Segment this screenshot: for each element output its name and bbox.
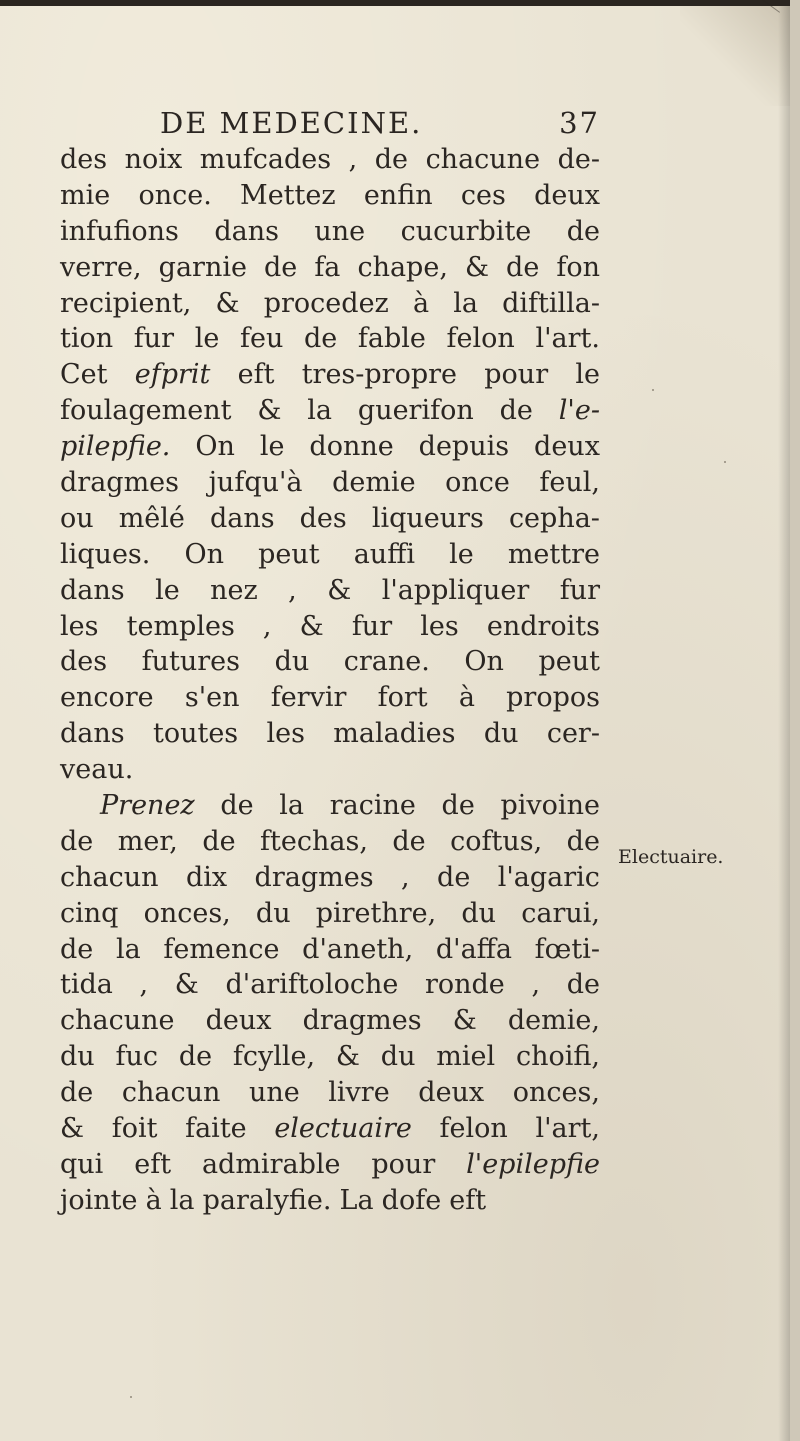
word: , <box>139 969 149 1001</box>
word: une <box>314 215 366 247</box>
word: chacune <box>425 144 541 175</box>
word: racine <box>329 790 416 822</box>
word: de <box>178 1041 213 1073</box>
word: des <box>60 144 108 175</box>
word: de <box>441 790 475 822</box>
word: & <box>335 1041 360 1073</box>
word: pilepfie. <box>60 431 171 463</box>
text-line <box>60 609 600 645</box>
word: ronde <box>424 969 505 1001</box>
word: feu <box>239 323 284 355</box>
word: deux <box>534 431 600 463</box>
word: fable <box>357 323 426 355</box>
word: veau. <box>60 754 134 786</box>
word: de <box>566 215 600 247</box>
word: admirable <box>201 1148 341 1180</box>
text-line <box>60 465 600 501</box>
word: onces, <box>143 897 231 929</box>
text-line <box>60 680 600 716</box>
word: , <box>531 969 541 1001</box>
word: & <box>174 969 199 1001</box>
page-number: 37 <box>559 106 600 140</box>
word: & <box>299 610 324 642</box>
word: eft <box>237 359 275 391</box>
word: paralyfie. <box>202 1184 332 1216</box>
word: s'en <box>184 682 240 714</box>
body-text <box>60 142 600 1219</box>
word: , <box>262 610 272 642</box>
word: foit <box>111 1113 158 1145</box>
word: La <box>339 1184 374 1216</box>
word: & <box>60 1113 85 1145</box>
word: chape, <box>357 251 448 283</box>
word: la <box>453 287 478 319</box>
word: de <box>202 825 236 857</box>
word: cepha- <box>508 502 600 534</box>
text-line <box>60 1039 600 1075</box>
word: les <box>266 718 305 750</box>
word: carui, <box>521 897 600 929</box>
word: Cet <box>60 359 108 391</box>
word: de <box>566 825 600 857</box>
word: auffi <box>353 538 416 570</box>
text-line <box>60 824 600 860</box>
word: crane. <box>343 646 430 678</box>
word: de <box>437 861 471 893</box>
text-line <box>60 1111 600 1147</box>
word: dragmes <box>60 467 180 499</box>
word: cinq <box>60 897 119 929</box>
word: demie <box>332 467 416 499</box>
word: d'ariftoloche <box>225 969 399 1001</box>
word: deux <box>418 1077 485 1109</box>
word: On <box>195 431 235 463</box>
word: recipient, <box>60 287 192 319</box>
word: fa <box>314 251 341 283</box>
word: le <box>575 359 600 391</box>
word: ou <box>60 502 94 534</box>
word: de <box>60 1077 94 1109</box>
word: peut <box>258 538 320 570</box>
word: l'art. <box>535 323 600 355</box>
word: foulagement <box>60 395 232 427</box>
word: cer- <box>546 718 600 750</box>
word: Prenez <box>100 790 195 822</box>
word: à <box>412 287 430 319</box>
word: dans <box>209 502 275 534</box>
word: & <box>452 1005 477 1037</box>
word: once <box>445 467 510 499</box>
word: chacun <box>60 861 159 893</box>
word: du <box>60 1041 95 1073</box>
text-line <box>60 214 600 250</box>
word: , <box>348 144 358 175</box>
word: de <box>566 969 600 1001</box>
word: tida <box>60 969 113 1001</box>
word: On <box>464 646 504 678</box>
paper-speck <box>724 461 726 463</box>
text-line <box>60 860 600 896</box>
word: On <box>184 538 224 570</box>
word: procedez <box>263 287 389 319</box>
word: & <box>215 287 240 319</box>
word: maladies <box>333 718 456 750</box>
word: chacun <box>121 1077 221 1109</box>
word: eft <box>134 1148 172 1180</box>
word: du <box>255 897 291 929</box>
word: chacune <box>60 1005 175 1037</box>
text-line <box>60 932 600 968</box>
word: la <box>307 395 333 427</box>
word: liques. <box>60 538 151 570</box>
word: de <box>60 933 94 965</box>
word: l'epilepfie <box>466 1148 600 1180</box>
word: coftus, <box>450 825 543 857</box>
text-line <box>60 573 600 609</box>
word: once. <box>138 179 212 211</box>
text-line <box>60 716 600 752</box>
text-line <box>60 896 600 932</box>
word: efprit <box>134 359 211 391</box>
running-title: DE MEDECINE. <box>160 106 423 140</box>
word: infufions <box>60 215 179 247</box>
word: liqueurs <box>371 502 484 534</box>
word: garnie <box>158 251 247 283</box>
word: miel <box>436 1041 496 1073</box>
word: l'art, <box>535 1113 600 1145</box>
word: mettre <box>507 538 600 570</box>
word: l'agaric <box>497 861 600 893</box>
margin-note: Electuaire. <box>618 846 724 868</box>
text-line <box>60 1147 600 1183</box>
word: deux <box>205 1005 272 1037</box>
word: eft <box>449 1184 487 1216</box>
word: onces, <box>512 1077 600 1109</box>
paper-speck <box>652 389 654 391</box>
word: endroits <box>486 610 600 642</box>
word: nez <box>210 574 258 606</box>
word: fon <box>556 251 600 283</box>
word: cucurbite <box>400 215 532 247</box>
text-line <box>60 393 600 429</box>
word: dans <box>60 574 125 606</box>
word: verre, <box>60 251 142 283</box>
word: la <box>115 933 141 965</box>
text-line <box>60 178 600 214</box>
word: d'aneth, <box>302 933 414 965</box>
word: toutes <box>152 718 239 750</box>
word: le <box>194 323 220 355</box>
text-line <box>60 429 600 465</box>
text-line <box>60 357 600 393</box>
word: pour <box>371 1148 436 1180</box>
word: de- <box>557 144 600 175</box>
word: les <box>420 610 459 642</box>
word: livre <box>328 1077 390 1109</box>
word: mufcades <box>199 144 332 175</box>
word: de <box>374 144 409 175</box>
word: le <box>155 574 180 606</box>
word: à <box>458 682 475 714</box>
word: jufqu'à <box>208 467 303 499</box>
text-line <box>60 250 600 286</box>
text-line <box>60 321 600 357</box>
word: fur <box>351 610 393 642</box>
word: de <box>264 251 298 283</box>
word: electuaire <box>274 1113 412 1145</box>
word: fort <box>377 682 428 714</box>
word: fcylle, <box>232 1041 316 1073</box>
text-line <box>60 644 600 680</box>
word: de <box>499 395 533 427</box>
word: Mettez <box>240 179 336 211</box>
text-line <box>60 286 600 322</box>
word: l'appliquer <box>381 574 530 606</box>
word: pour <box>484 359 549 391</box>
word: encore <box>60 682 154 714</box>
word: deux <box>534 179 600 211</box>
text-line <box>60 1003 600 1039</box>
word: temples <box>126 610 235 642</box>
word: du <box>380 1041 416 1073</box>
word: d'affa <box>435 933 512 965</box>
word: pirethre, <box>315 897 437 929</box>
word: une <box>248 1077 300 1109</box>
word: de <box>506 251 540 283</box>
word: à <box>145 1184 162 1216</box>
word: de <box>60 825 94 857</box>
word: de <box>392 825 426 857</box>
word: choifi, <box>515 1041 600 1073</box>
word: diftilla- <box>502 287 600 319</box>
word: noix <box>124 144 183 175</box>
text-line <box>60 967 600 1003</box>
word: mêlé <box>118 502 185 534</box>
word: ftechas, <box>260 825 368 857</box>
word: l'e- <box>558 395 600 427</box>
word: le <box>449 538 474 570</box>
text-line <box>60 142 600 178</box>
word: du <box>461 897 497 929</box>
word: la <box>279 790 305 822</box>
word: jointe <box>60 1184 138 1216</box>
text-line <box>60 752 600 788</box>
word: enfin <box>363 179 433 211</box>
word: fur <box>559 574 600 606</box>
word: dofe <box>381 1184 442 1216</box>
word: fuc <box>115 1041 159 1073</box>
running-header <box>160 106 600 142</box>
word: dans <box>214 215 279 247</box>
word: du <box>483 718 519 750</box>
word: dans <box>60 718 125 750</box>
page-edge-shadow <box>778 6 790 1441</box>
word: fur <box>133 323 175 355</box>
word: felon <box>446 323 515 355</box>
word: dragmes <box>302 1005 422 1037</box>
word: donne <box>309 431 394 463</box>
word: feul, <box>539 467 600 499</box>
text-line <box>60 1075 600 1111</box>
word: des <box>60 646 108 678</box>
text-line <box>60 788 600 824</box>
word: mer, <box>117 825 178 857</box>
word: & <box>327 574 352 606</box>
word: de <box>220 790 254 822</box>
word: des <box>299 502 347 534</box>
word: tres-propre <box>301 359 458 391</box>
word: femence <box>163 933 280 965</box>
word: guerifon <box>357 395 474 427</box>
word: pivoine <box>500 790 600 822</box>
word: & <box>464 251 489 283</box>
text-line <box>60 1183 600 1219</box>
word: & <box>257 395 282 427</box>
word: dragmes <box>254 861 374 893</box>
word: mie <box>60 179 111 211</box>
text-line <box>60 501 600 537</box>
word: fœti- <box>534 933 600 965</box>
word: les <box>60 610 99 642</box>
word: peut <box>538 646 600 678</box>
word: de <box>304 323 338 355</box>
word: felon <box>439 1113 508 1145</box>
word: faite <box>185 1113 247 1145</box>
word: fervir <box>270 682 347 714</box>
paper-speck <box>130 1396 132 1398</box>
page-corner-shading <box>680 6 790 106</box>
word: futures <box>141 646 241 678</box>
word: , <box>401 861 410 893</box>
word: , <box>288 574 297 606</box>
word: dix <box>185 861 228 893</box>
word: propos <box>506 682 600 714</box>
text-line <box>60 537 600 573</box>
word: demie, <box>507 1005 600 1037</box>
word: qui <box>60 1148 104 1180</box>
word: depuis <box>418 431 510 463</box>
word: tion <box>60 323 114 355</box>
word: ces <box>460 179 506 211</box>
word: la <box>169 1184 195 1216</box>
word: le <box>259 431 285 463</box>
word: du <box>274 646 310 678</box>
